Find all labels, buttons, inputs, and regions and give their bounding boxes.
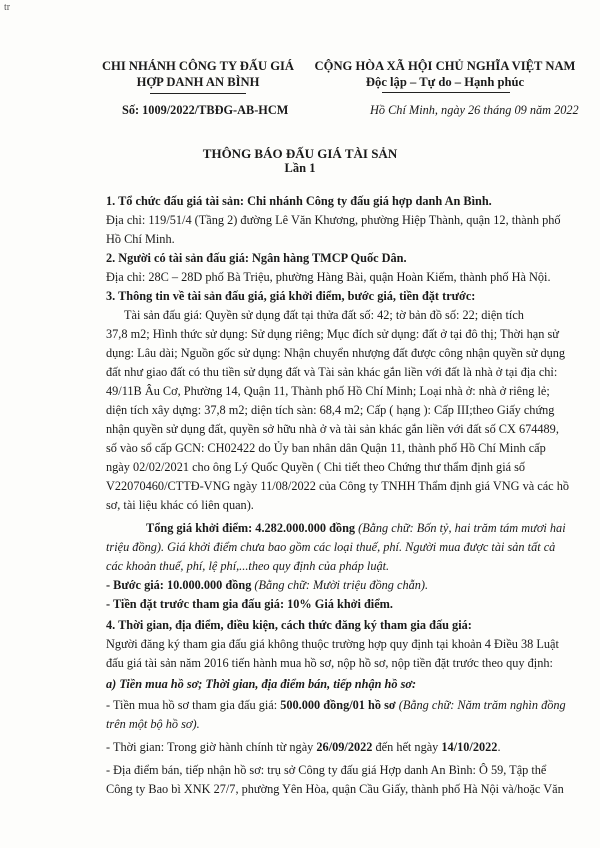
notice-title: THÔNG BÁO ĐẤU GIÁ TÀI SẢN [202,146,398,161]
asset-line: diện tích xây dựng: 37,8 m2; diện tích sàn: 68,4 m2; Cấp ( hạng ): Cấp III;theo Giấy chứng [106,403,555,417]
org-underline [150,93,246,94]
asset-line: nhận quyền sử dụng đất, quyền sở hữu nhà ở và tài sản khác gắn liền với đất số CX 674489, [106,422,559,436]
section3-heading: 3. Thông tin về tài sản đấu giá, giá khởi điểm, bước giá, tiền đặt trước: [106,289,476,303]
section4a-heading: a) Tiền mua hồ sơ; Thời gian, địa điểm bán, tiếp nhận hồ sơ: [106,677,417,691]
sale-time-mid: đến hết ngày [372,740,442,754]
section1-heading: 1. Tổ chức đấu giá tài sản: Chi nhánh Công ty đấu giá hợp danh An Bình. [106,194,492,208]
bid-step-words: (Bằng chữ: Mười triệu đồng chẵn). [251,578,429,592]
section4-intro-line1: Người đăng ký tham gia đấu giá không thuộc trường hợp quy định tại khoản 4 Điều 38 Luật [106,637,559,651]
sale-time-to: 14/10/2022 [441,740,498,754]
asset-line: dụng: Lâu dài; Nguồn gốc sử dụng: Nhận chuyển nhượng đất được công nhận quyền sử dụng [106,346,566,360]
asset-line: ngày 02/02/2021 cho ông Lý Quốc Quyền ( Chi tiết theo Chứng thư thẩm định giá số [106,460,526,474]
section2-heading: 2. Người có tài sản đấu giá: Ngân hàng TMCP Quốc Dân. [106,251,407,265]
start-price-words: (Bằng chữ: Bốn tỷ, hai trăm tám mươi hai [355,521,566,535]
section1-address-line1: Địa chỉ: 119/51/4 (Tầng 2) đường Lê Văn Khương, phường Hiệp Thành, quận 12, thành phố [106,213,561,227]
start-price-label: Tổng giá khởi điểm: 4.282.000.000 đồng [146,521,356,535]
motto-underline [382,92,510,93]
sale-time-from: 26/09/2022 [316,740,373,754]
start-price-line1 [146,520,566,536]
section1-address-line2: Hồ Chí Minh. [106,232,175,246]
asset-line: 49/11B Âu Cơ, Phường 14, Quận 11, Thành phố Hồ Chí Minh; Loại nhà ở: nhà ở riêng lẻ; [106,384,550,398]
bid-step-line [106,577,428,593]
file-fee-words: (Bằng chữ: Năm trăm nghìn đồng [395,698,566,712]
notice-round: Lần 1 [284,161,316,175]
org-name-line2: HỢP DANH AN BÌNH [136,75,260,89]
org-name-line1: CHI NHÁNH CÔNG TY ĐẤU GIÁ [101,59,295,73]
asset-line: Tài sản đấu giá: Quyền sử dụng đất tại thửa đất số: 42; tờ bản đồ số: 22; diện tích [124,308,524,322]
asset-line: V22070460/CTTĐ-VNG ngày 11/08/2022 của Công ty TNHH Thẩm định giá VNG và các hồ [106,479,570,493]
deposit-line: - Tiền đặt trước tham gia đấu giá: 10% Giá khởi điểm. [106,597,393,611]
file-fee-value: 500.000 đồng/01 hồ sơ [280,698,396,712]
bid-step-label: - Bước giá: 10.000.000 đồng [106,578,252,592]
sale-place-line2: Công ty Bao bì XNK 27/7, phường Yên Hòa, quận Cầu Giấy, thành phố Hà Nội và/hoặc Văn [106,782,564,796]
scan-corner-mark: tr [4,2,11,13]
national-motto: Độc lập – Tự do – Hạnh phúc [365,75,525,89]
asset-line: sơ, tài liệu khác có liên quan). [106,498,254,512]
file-fee-prefix: - Tiền mua hồ sơ tham gia đấu giá: [106,698,281,712]
sale-time-line [106,739,501,755]
sale-place-line1: - Địa điểm bán, tiếp nhận hồ sơ: trụ sở Công ty đấu giá Hợp danh An Bình: Ô 59, Tập thể [106,763,547,777]
asset-line: 37,8 m2; Hình thức sử dụng: Sử dụng riêng; Mục đích sử dụng: đất ở tại đô thị; Thời hạn sử [106,327,559,341]
file-fee-line1 [106,697,566,713]
start-price-line3: các khoản thuế, phí, lệ phí,...theo quy định của pháp luật. [106,559,390,573]
date-line: Hồ Chí Minh, ngày 26 tháng 09 năm 2022 [370,103,579,117]
start-price-line2: triệu đồng). Giá khởi điểm chưa bao gồm các loại thuế, phí. Người mua được tài sản tất cả [106,540,556,554]
document-number: Số: 1009/2022/TBĐG-AB-HCM [122,103,289,117]
section2-address: Địa chỉ: 28C – 28D phố Bà Triệu, phường Hàng Bài, quận Hoàn Kiếm, thành phố Hà Nội. [106,270,551,284]
country-name: CỘNG HÒA XÃ HỘI CHỦ NGHĨA VIỆT NAM [314,59,576,73]
section4-intro-line2: đấu giá tài sản năm 2016 tiến hành mua hồ sơ, nộp hồ sơ, nộp tiền đặt trước theo quy định: [106,656,553,670]
file-fee-line2: trên một bộ hồ sơ). [106,717,200,731]
asset-line: số vào sổ cấp GCN: CH02422 do Ủy ban nhân dân Quận 11, thành phố Hồ Chí Minh cấp [106,441,546,455]
sale-time-end: . [497,740,501,754]
sale-time-prefix: - Thời gian: Trong giờ hành chính từ ngày [106,740,317,754]
asset-line: đất như giao đất có thu tiền sử dụng đất và Tài sản khác gắn liền với đất là nhà ở tại địa chỉ: [106,365,558,379]
section4-heading: 4. Thời gian, địa điểm, điều kiện, cách thức đăng ký tham gia đấu giá: [106,618,472,632]
